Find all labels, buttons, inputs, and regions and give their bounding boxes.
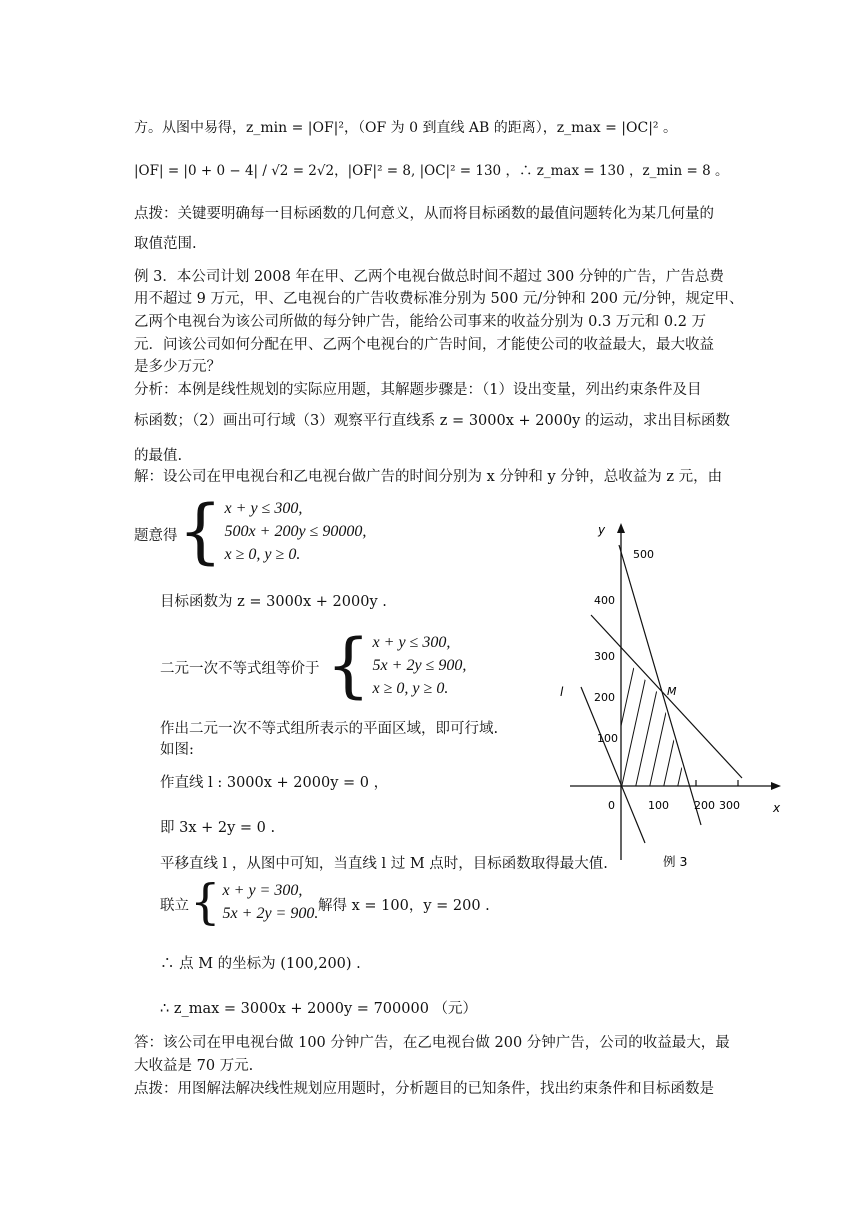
constraint-line-cost — [619, 545, 701, 825]
y-axis-arrow-icon — [617, 523, 625, 533]
text-line: 例 3．本公司计划 2008 年在甲、乙两个电视台做总时间不超过 300 分钟的广告，广告总费 — [134, 269, 724, 285]
text-line: 方。从图中易得，z_min = |OF|²，（OF 为 0 到直线 AB 的距离），z_max = |OC|² 。 — [134, 120, 677, 136]
text-line: 联立 — [160, 898, 189, 914]
text-line: 解得 x = 100，y = 200 . — [318, 898, 490, 914]
y-tick-label: 400 — [594, 594, 615, 607]
y-tick-label: 100 — [597, 732, 618, 745]
text-line: 点拨：关键要明确每一目标函数的几何意义，从而将目标函数的最值问题转化为某几何量的 — [134, 206, 714, 222]
text-line: 大收益是 70 万元. — [134, 1058, 254, 1074]
text-line: 目标函数为 z = 3000x + 2000y . — [160, 594, 387, 610]
y-axis-label: y — [598, 523, 606, 537]
y-tick-label: 300 — [594, 650, 615, 663]
text-line: 答：该公司在甲电视台做 100 分钟广告，在乙电视台做 200 分钟广告，公司的收益最大，最 — [134, 1035, 730, 1051]
figure-caption: 例 3 — [663, 854, 688, 869]
point-m-label: M — [667, 685, 677, 698]
equation-row: 500x + 200y ≤ 90000, — [224, 522, 367, 540]
origin-label: 0 — [608, 799, 615, 812]
x-tick-label: 200 — [694, 799, 715, 812]
text-line: 作出二元一次不等式组所表示的平面区域，即可行域. — [160, 721, 499, 737]
text-line: 分析：本例是线性规划的实际应用题，其解题步骤是：（1）设出变量，列出约束条件及目 — [134, 382, 702, 398]
x-axis-label: x — [773, 801, 781, 815]
brace-icon: { — [326, 624, 371, 706]
brace-icon: { — [190, 874, 221, 930]
text-line: ∴ z_max = 3000x + 2000y = 700000 （元） — [160, 1001, 478, 1017]
objective-line-l — [581, 687, 645, 843]
equation-system — [178, 490, 367, 572]
text-line: 二元一次不等式组等价于 — [160, 661, 320, 677]
text-line: 的最值. — [134, 448, 183, 464]
equation-row: x + y = 300, — [222, 882, 303, 899]
text-line: 标函数；（2）画出可行域（3）观察平行直线系 z = 3000x + 2000y 的运动，求出目标函数 — [134, 413, 730, 429]
text-line: 取值范围. — [134, 236, 197, 252]
text-line: |OF| = |0 + 0 − 4| / √2 = 2√2，|OF|² = 8, |OC|² = 130 ，∴ z_max = 130 ，z_min = 8 。 — [134, 163, 729, 179]
equation-row: x ≥ 0, y ≥ 0. — [372, 679, 449, 697]
text-line: 即 3x + 2y = 0 . — [160, 820, 276, 836]
x-tick-label: 300 — [719, 799, 740, 812]
equation-row: x + y ≤ 300, — [224, 499, 303, 517]
line-l-label: l — [560, 685, 564, 699]
text-line: 平移直线 l ，从图中可知，当直线 l 过 M 点时，目标函数取得最大值. — [160, 856, 608, 872]
text-line: 解：设公司在甲电视台和乙电视台做广告的时间分别为 x 分钟和 y 分钟，总收益为 z 元，由 — [134, 469, 723, 485]
text-line: 作直线 l : 3000x + 2000y = 0 ， — [160, 775, 389, 791]
x-tick-label: 100 — [648, 799, 669, 812]
text-line: 如图: — [160, 742, 194, 758]
x-axis-arrow-icon — [771, 782, 781, 790]
feasible-region-figure — [545, 515, 805, 875]
text-line: 题意得 — [134, 528, 178, 544]
equation-row: 5x + 2y ≤ 900, — [372, 656, 467, 674]
text-line: 乙两个电视台为该公司所做的每分钟广告，能给公司事来的收益分别为 0.3 万元和 0.2 万 — [134, 314, 707, 330]
y-tick-label: 200 — [594, 691, 615, 704]
text-line: 是多少万元？ — [134, 359, 221, 375]
brace-icon: { — [178, 490, 223, 572]
equation-system — [326, 624, 467, 706]
text-line: 用不超过 9 万元，甲、乙电视台的广告收费标准分别为 500 元/分钟和 200 元/分钟，规定甲、 — [134, 291, 744, 307]
y-tick-label: 500 — [633, 548, 654, 561]
text-line: 点拨：用图解法解决线性规划应用题时，分析题目的已知条件，找出约束条件和目标函数是 — [134, 1081, 714, 1097]
text-line: ∴ 点 M 的坐标为 (100,200) . — [160, 956, 361, 972]
text-line: 元．问该公司如何分配在甲、乙两个电视台的广告时间，才能使公司的收益最大，最大收益 — [134, 337, 714, 353]
equation-row: x ≥ 0, y ≥ 0. — [224, 545, 301, 563]
equation-row: x + y ≤ 300, — [372, 633, 451, 651]
equation-row: 5x + 2y = 900. — [222, 905, 319, 922]
equation-system — [190, 874, 319, 930]
